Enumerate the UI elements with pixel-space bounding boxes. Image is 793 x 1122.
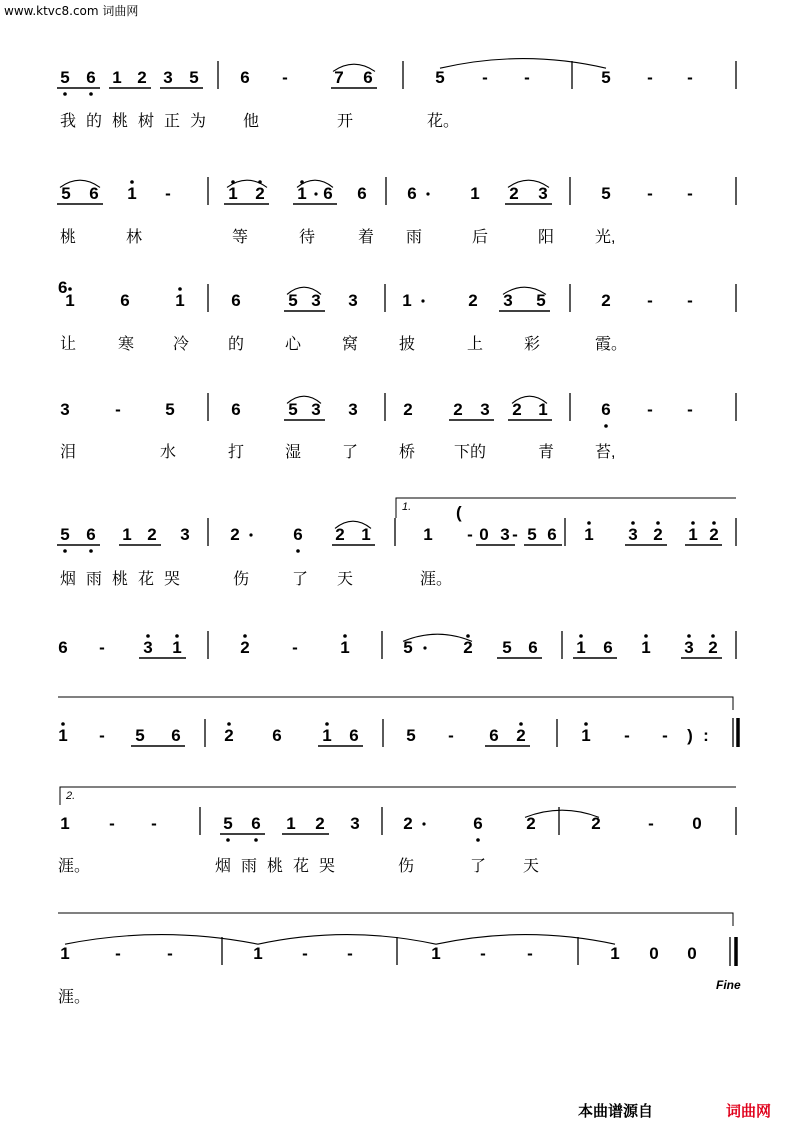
volta-1-bracket [396,498,736,518]
note: 6 [473,814,483,833]
lyric-char: 花 [293,858,310,875]
lyric: 了 [470,858,487,875]
note: 5 [502,638,512,657]
note: 5 [403,638,413,657]
note: - [480,944,486,963]
note: 3 [311,291,321,310]
note: 2 [526,814,536,833]
note: 6 [86,68,96,87]
lyric-char: 哭 [319,858,336,875]
low-octave-dot [604,424,608,428]
high-octave-dot [691,521,695,525]
note: - [647,400,653,419]
note: 2 [255,184,265,203]
high-octave-dot [466,634,470,638]
note: 1 [58,726,68,745]
low-octave-dot [296,549,300,553]
note: 5 [288,400,298,419]
note: 1 [122,525,132,544]
lyric: 冷 [173,336,190,353]
lyric: 伤 [398,858,415,875]
note: 5 [60,68,70,87]
note: 2 [315,814,325,833]
note: - [115,400,121,419]
note: 6 [323,184,333,203]
note: - [647,184,653,203]
note: 5 [536,291,546,310]
note: - [347,944,353,963]
note: - [662,726,668,745]
lyric: 的 [228,336,245,353]
note: 5 [223,814,233,833]
lyric: 苔, [595,444,616,461]
lyric: 霞。 [595,336,628,353]
lyric-char: 烟 [215,858,232,875]
lyric: 后 [472,229,489,246]
note: - [527,944,533,963]
lyric: 披 [399,336,416,353]
note: - [687,68,693,87]
lyric: 天 [523,858,540,875]
note: 5 [60,525,70,544]
volta-2-label: 2. [66,790,76,802]
high-octave-dot [519,722,523,726]
lyric-char: 我 [60,113,77,130]
note: 1 [584,525,594,544]
note: - [647,291,653,310]
note: 0 [687,944,697,963]
note: 6 [231,400,241,419]
note: 6 [489,726,499,745]
high-octave-dot [656,521,660,525]
high-octave-dot [644,634,648,638]
lyric: 天 [337,571,354,588]
ending-bracket [58,913,733,926]
note: 5 [435,68,445,87]
note: 2 [240,638,250,657]
lyric: 他 [243,113,260,130]
repeat-bracket [58,697,733,710]
lyric-char: 哭 [164,571,181,588]
note: 3 [480,400,490,419]
note: 1 [581,726,591,745]
note: 2 [708,638,718,657]
note: 1 [423,525,433,544]
note: 1 [610,944,620,963]
high-octave-dot [587,521,591,525]
low-octave-dot [63,549,67,553]
note: 2 [224,726,234,745]
note: 2 [453,400,463,419]
note: 2 [147,525,157,544]
lyric: 彩 [524,336,541,353]
augmentation-dot [314,192,317,195]
grace-note: 6 [58,278,68,297]
note: 6 [171,726,181,745]
low-octave-dot [254,838,258,842]
high-octave-dot [711,634,715,638]
note: 1 [322,726,332,745]
lyric-char: 烟 [60,571,77,588]
note: 5 [189,68,199,87]
lyric-char: 正 [164,113,181,130]
lyric-char: 桃 [267,858,284,875]
note: 1 [688,525,698,544]
note: 2 [601,291,611,310]
note: 1 [127,184,137,203]
note: 1 [228,184,238,203]
augmentation-dot [249,533,252,536]
site-logo[interactable]: 词曲网 [726,1102,772,1120]
lyric: 寒 [118,336,135,353]
lyric: 桃 [60,229,77,246]
note: 5 [406,726,416,745]
note: 0 [692,814,702,833]
augmentation-dot [426,192,429,195]
lyric-char: 花 [138,571,155,588]
lyric: 花。 [427,113,460,130]
note: - [647,68,653,87]
note: 1 [60,944,70,963]
note: 6 [240,68,250,87]
note: 1 [576,638,586,657]
note: 1 [175,291,185,310]
lyric: 涯。 [58,989,91,1006]
note: 3 [60,400,70,419]
note: 3 [684,638,694,657]
augmentation-dot [422,822,425,825]
volta-2-bracket [60,787,736,805]
volta-1-label: 1. [402,501,412,513]
note: - [624,726,630,745]
note: 1 [286,814,296,833]
note: 5 [288,291,298,310]
note: 2 [137,68,147,87]
note: 1 [65,291,75,310]
augmentation-dot [423,646,426,649]
note: - [167,944,173,963]
lyric: 开 [337,113,354,130]
lyric: 青 [538,444,555,461]
lyric: 上 [467,336,484,353]
note: 5 [61,184,71,203]
high-octave-dot [631,521,635,525]
note: 2 [468,291,478,310]
note: - [687,291,693,310]
note: 1 [297,184,307,203]
note: - [512,525,518,544]
high-octave-dot [146,634,150,638]
note: - [482,68,488,87]
note: 1 [172,638,182,657]
lyric: 下的 [454,444,487,461]
note: - [467,525,473,544]
lyric: 伤 [233,571,250,588]
low-octave-dot [226,838,230,842]
note: 1 [470,184,480,203]
note: 6 [547,525,557,544]
note: 1 [340,638,350,657]
lyric: 桥 [399,444,416,461]
high-octave-dot [584,722,588,726]
lyric: 窝 [342,336,359,353]
note: - [648,814,654,833]
low-octave-dot [63,92,67,96]
note: 1 [431,944,441,963]
open-parenthesis: ( [456,503,462,522]
note: 1 [253,944,263,963]
note: 7 [334,68,344,87]
high-octave-dot [227,722,231,726]
slur [525,810,599,817]
note: - [524,68,530,87]
note: 6 [407,184,417,203]
lyric: 待 [299,229,316,246]
high-octave-dot [325,722,329,726]
note: ) [687,726,693,745]
note: 3 [163,68,173,87]
lyric-char: 桃 [112,571,129,588]
lyric-char: 雨 [241,858,258,875]
note: - [282,68,288,87]
note: 6 [603,638,613,657]
note: 3 [628,525,638,544]
note: 1 [60,814,70,833]
note: 5 [527,525,537,544]
high-octave-dot [61,722,65,726]
note: 3 [348,291,358,310]
note: 6 [528,638,538,657]
note: 2 [403,400,413,419]
note: 6 [349,726,359,745]
note: 3 [311,400,321,419]
note: 2 [509,184,519,203]
augmentation-dot [421,299,424,302]
high-octave-dot [579,634,583,638]
lyric: 雨 [406,229,423,246]
high-octave-dot [130,180,134,184]
note: - [99,726,105,745]
note: 3 [143,638,153,657]
watermark: www.ktvc8.com 词曲网 [4,4,139,18]
high-octave-dot [175,634,179,638]
fine-marking: Fine [716,978,741,992]
note: 0 [649,944,659,963]
note: 5 [601,68,611,87]
note: - [448,726,454,745]
low-octave-dot [476,838,480,842]
high-octave-dot [343,634,347,638]
note: 6 [601,400,611,419]
note: 2 [335,525,345,544]
note: 2 [512,400,522,419]
note: 3 [350,814,360,833]
note: - [99,638,105,657]
lyric: 打 [228,444,245,461]
note: - [292,638,298,657]
slur [403,634,472,641]
note: 6 [89,184,99,203]
high-octave-dot [687,634,691,638]
lyric-char: 雨 [86,571,103,588]
note: 2 [463,638,473,657]
lyric: 水 [160,444,177,461]
note: 3 [500,525,510,544]
note: : [703,726,709,745]
note: 6 [272,726,282,745]
lyric-char: 的 [86,113,103,130]
note: 6 [357,184,367,203]
lyric-char: 桃 [112,113,129,130]
note: 2 [709,525,719,544]
note: 5 [601,184,611,203]
note: 6 [251,814,261,833]
lyric-char: 为 [190,113,207,130]
lyric: 着 [358,229,375,246]
note: 3 [503,291,513,310]
note: 1 [361,525,371,544]
note: 6 [86,525,96,544]
high-octave-dot [712,521,716,525]
low-octave-dot [89,92,93,96]
high-octave-dot [178,287,182,291]
note: 2 [591,814,601,833]
lyric: 湿 [285,444,302,461]
note: 6 [231,291,241,310]
note: 5 [135,726,145,745]
high-octave-dot [68,287,72,291]
note: 3 [538,184,548,203]
note: 6 [120,291,130,310]
note: - [687,400,693,419]
note: - [165,184,171,203]
slur [65,935,258,945]
note: 0 [479,525,489,544]
note: 3 [180,525,190,544]
lyric: 等 [232,229,249,246]
note: 1 [641,638,651,657]
note: - [109,814,115,833]
lyric: 了 [342,444,359,461]
slur [258,935,436,945]
lyric: 涯。 [420,571,453,588]
lyric: 让 [60,336,77,353]
slur [436,935,615,945]
lyric: 林 [126,229,143,246]
note: 5 [165,400,175,419]
note: - [687,184,693,203]
note: 1 [112,68,122,87]
note: 3 [348,400,358,419]
note: 2 [403,814,413,833]
note: 2 [653,525,663,544]
note: 1 [538,400,548,419]
lyric: 光, [595,229,616,246]
high-octave-dot [243,634,247,638]
note: - [302,944,308,963]
lyric: 涯。 [58,858,91,875]
lyric-char: 树 [138,113,155,130]
note: 6 [58,638,68,657]
lyric: 泪 [60,444,77,461]
note: 2 [516,726,526,745]
lyric: 心 [285,336,302,353]
note: 2 [230,525,240,544]
note: - [115,944,121,963]
note: - [151,814,157,833]
note: 1 [402,291,412,310]
note: 6 [293,525,303,544]
slur [440,59,606,69]
low-octave-dot [89,549,93,553]
note: 6 [363,68,373,87]
source-label: 本曲谱源自 [578,1102,654,1120]
lyric: 阳 [538,229,555,246]
lyric: 了 [292,571,309,588]
